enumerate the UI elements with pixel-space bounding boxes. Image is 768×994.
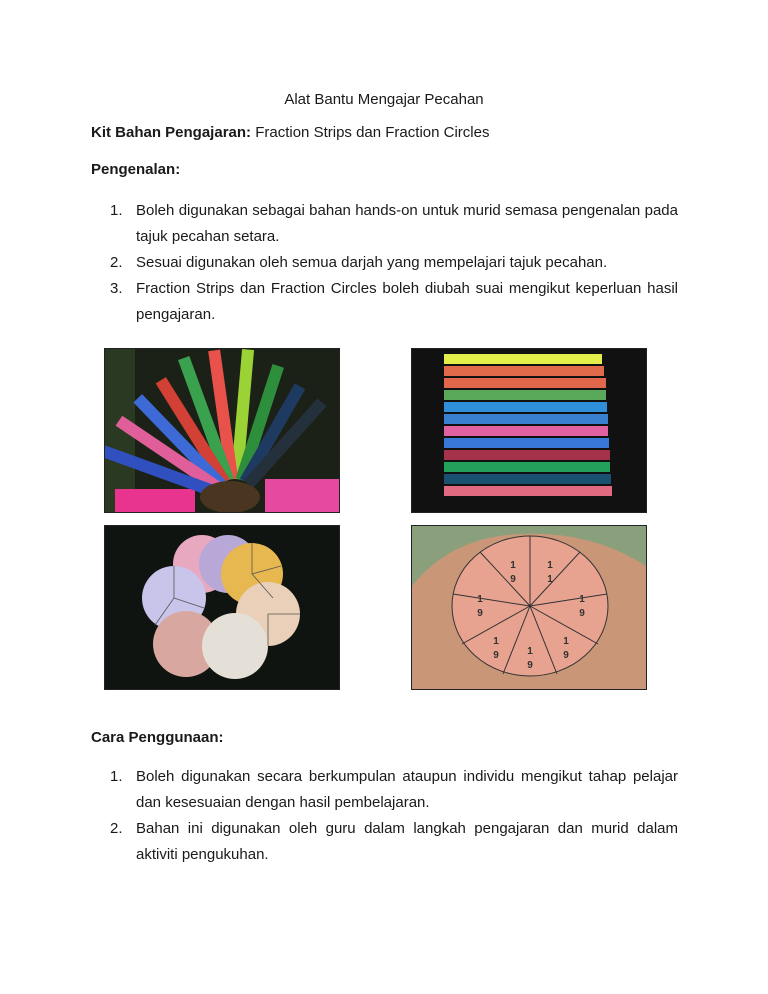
fraction-label: 1 bbox=[547, 560, 553, 571]
fraction-label: 9 bbox=[477, 608, 483, 619]
fraction-label: 9 bbox=[510, 574, 516, 585]
kit-label: Kit Bahan Pengajaran: bbox=[91, 124, 252, 141]
kit-value: Fraction Strips dan Fraction Circles bbox=[251, 124, 490, 141]
fraction-label: 1 bbox=[547, 574, 553, 585]
fraction-label: 9 bbox=[527, 660, 533, 671]
intro-heading: Pengenalan: bbox=[91, 161, 181, 178]
list-number: 2. bbox=[110, 254, 123, 271]
photo-fanned-strips bbox=[104, 348, 340, 513]
list-number: 3. bbox=[110, 280, 123, 297]
list-item bbox=[110, 816, 678, 868]
list-item bbox=[110, 198, 678, 250]
fraction-label: 1 bbox=[493, 636, 499, 647]
fraction-label: 1 bbox=[563, 636, 569, 647]
fraction-label: 1 bbox=[579, 594, 585, 605]
list-item bbox=[110, 764, 678, 816]
kit-line bbox=[91, 124, 489, 141]
list-text: Bahan ini digunakan oleh guru dalam langkah pengajaran dan murid dalam aktiviti pengukuhan. bbox=[136, 820, 678, 863]
list-text: Sesuai digunakan oleh semua darjah yang mempelajari tajuk pecahan. bbox=[136, 254, 608, 271]
list-number: 1. bbox=[110, 202, 123, 219]
usage-heading: Cara Penggunaan: bbox=[91, 729, 224, 746]
usage-list bbox=[110, 764, 678, 868]
fraction-label: 9 bbox=[579, 608, 585, 619]
list-text: Boleh digunakan sebagai bahan hands-on untuk murid semasa pengenalan pada tajuk pecahan setara. bbox=[136, 202, 678, 245]
fraction-label: 1 bbox=[477, 594, 483, 605]
list-item bbox=[110, 250, 678, 276]
page-title: Alat Bantu Mengajar Pecahan bbox=[284, 91, 484, 108]
list-item bbox=[110, 276, 678, 328]
fraction-label: 9 bbox=[493, 650, 499, 661]
photo-ninths-circle bbox=[411, 525, 647, 690]
fraction-label: 1 bbox=[527, 646, 533, 657]
list-number: 2. bbox=[110, 820, 123, 837]
fraction-label: 9 bbox=[563, 650, 569, 661]
photo-fraction-circles bbox=[104, 525, 340, 690]
photo-stacked-strips bbox=[411, 348, 647, 513]
list-number: 1. bbox=[110, 768, 123, 785]
list-text: Fraction Strips dan Fraction Circles boleh diubah suai mengikut keperluan hasil pengajaran. bbox=[136, 280, 678, 323]
list-text: Boleh digunakan secara berkumpulan ataupun individu mengikut tahap pelajar dan kesesuaian dengan hasil pembelajaran. bbox=[136, 768, 678, 811]
fraction-label: 1 bbox=[510, 560, 516, 571]
intro-list bbox=[110, 198, 678, 328]
